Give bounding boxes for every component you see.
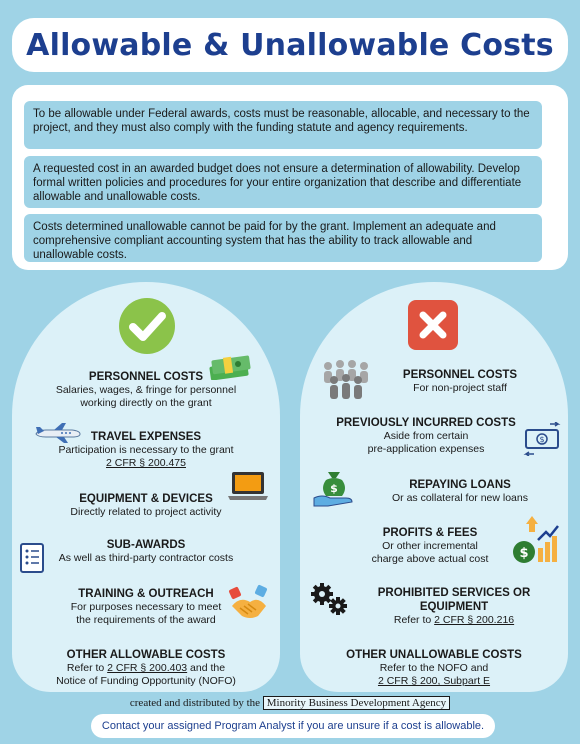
unallowable-loans [370, 478, 550, 505]
profit-chart-icon [510, 514, 562, 571]
item-heading: TRAINING & OUTREACH [78, 588, 214, 600]
item-text: Salaries, wages, & fringe for personnel [55, 384, 237, 396]
x-mark-icon [408, 300, 458, 350]
item-heading: OTHER ALLOWABLE COSTS [66, 649, 226, 661]
item-text: Refer to 2 CFR § 200.216 [393, 614, 515, 626]
gears-icon [310, 582, 350, 621]
cfr-link[interactable]: 2 CFR § 200.403 [107, 662, 188, 674]
allowable-subawards [12, 538, 280, 565]
cfr-link[interactable]: 2 CFR § 200, Subpart E [377, 675, 491, 687]
item-text: For non-project staff [413, 382, 507, 394]
item-text: As well as third-party contractor costs [58, 552, 234, 564]
credit-text: created and distributed by the [129, 697, 261, 709]
item-text: Refer to 2 CFR § 200.403 and the [66, 662, 226, 674]
svg-text:$: $ [330, 482, 338, 495]
checkmark-icon [119, 298, 175, 354]
allowable-training [12, 587, 280, 627]
item-heading: EQUIPMENT [419, 601, 489, 613]
money-exchange-icon [522, 422, 562, 461]
item-text: pre-application expenses [367, 443, 485, 455]
allowable-travel [12, 430, 280, 470]
intro-paragraph: A requested cost in an awarded budget does not ensure a determination of allowability. Develop formal written policies and procedures for your entire organization that describe and differentiate allowable and unallowable costs. [24, 156, 542, 208]
item-text: Or other incremental [382, 540, 478, 552]
item-text: Directly related to project activity [70, 506, 222, 518]
item-text: Refer to the NOFO and [379, 662, 489, 674]
item-heading: SUB-AWARDS [106, 539, 186, 551]
unallowable-other [300, 648, 568, 688]
item-heading: PROHIBITED SERVICES OR [377, 587, 531, 599]
intro-paragraph: Costs determined unallowable cannot be paid for by the grant. Implement an adequate and comprehensive compliant accounting system that has the ability to track allowable and unallowable costs. [24, 214, 542, 262]
item-heading: PERSONNEL COSTS [402, 369, 518, 381]
item-text: the requirements of the award [76, 614, 216, 626]
item-text: Participation is necessary to the grant [58, 444, 234, 456]
cfr-link[interactable]: 2 CFR § 200.475 [106, 457, 186, 469]
item-text: Notice of Funding Opportunity (NOFO) [56, 675, 236, 687]
allowable-other [12, 648, 280, 688]
item-heading: REPAYING LOANS [409, 479, 511, 491]
contact-banner [91, 714, 495, 738]
credit-line [0, 697, 580, 709]
item-heading: PREVIOUSLY INCURRED COSTS [336, 417, 516, 429]
item-heading: OTHER UNALLOWABLE COSTS [346, 649, 522, 661]
item-text: Or as collateral for new loans [392, 492, 528, 504]
allowable-panel [12, 282, 280, 692]
unallowable-panel [300, 282, 568, 692]
title-banner [12, 18, 568, 72]
item-heading: PERSONNEL COSTS [88, 371, 204, 383]
page-title: Allowable & Unallowable Costs [26, 27, 554, 63]
svg-text:$: $ [519, 546, 529, 561]
unallowable-previous [328, 416, 524, 456]
allowable-personnel [12, 370, 280, 410]
item-heading: EQUIPMENT & DEVICES [79, 493, 213, 505]
intro-box [12, 85, 568, 270]
money-bag-hand-icon [312, 468, 356, 513]
cfr-link[interactable]: 2 CFR § 200.216 [434, 614, 515, 626]
item-heading: PROFITS & FEES [382, 527, 478, 539]
item-text: working directly on the grant [80, 397, 212, 409]
intro-paragraph: To be allowable under Federal awards, costs must be reasonable, allocable, and necessary to the project, and they must also comply with the funding statute and agency requirements. [24, 101, 542, 149]
unallowable-personnel [370, 368, 550, 395]
people-group-icon [318, 358, 372, 409]
item-text: Aside from certain [383, 430, 469, 442]
allowable-equipment [12, 492, 280, 519]
item-text: charge above actual cost [371, 553, 489, 565]
contact-text: Contact your assigned Program Analyst if you are unsure if a cost is allowable. [101, 720, 485, 732]
item-text: For purposes necessary to meet [70, 601, 222, 613]
svg-text:$: $ [539, 435, 545, 444]
unallowable-profits [340, 526, 520, 566]
item-heading: TRAVEL EXPENSES [90, 431, 202, 443]
unallowable-prohibited [352, 586, 556, 627]
agency-name: Minority Business Development Agency [263, 696, 450, 710]
